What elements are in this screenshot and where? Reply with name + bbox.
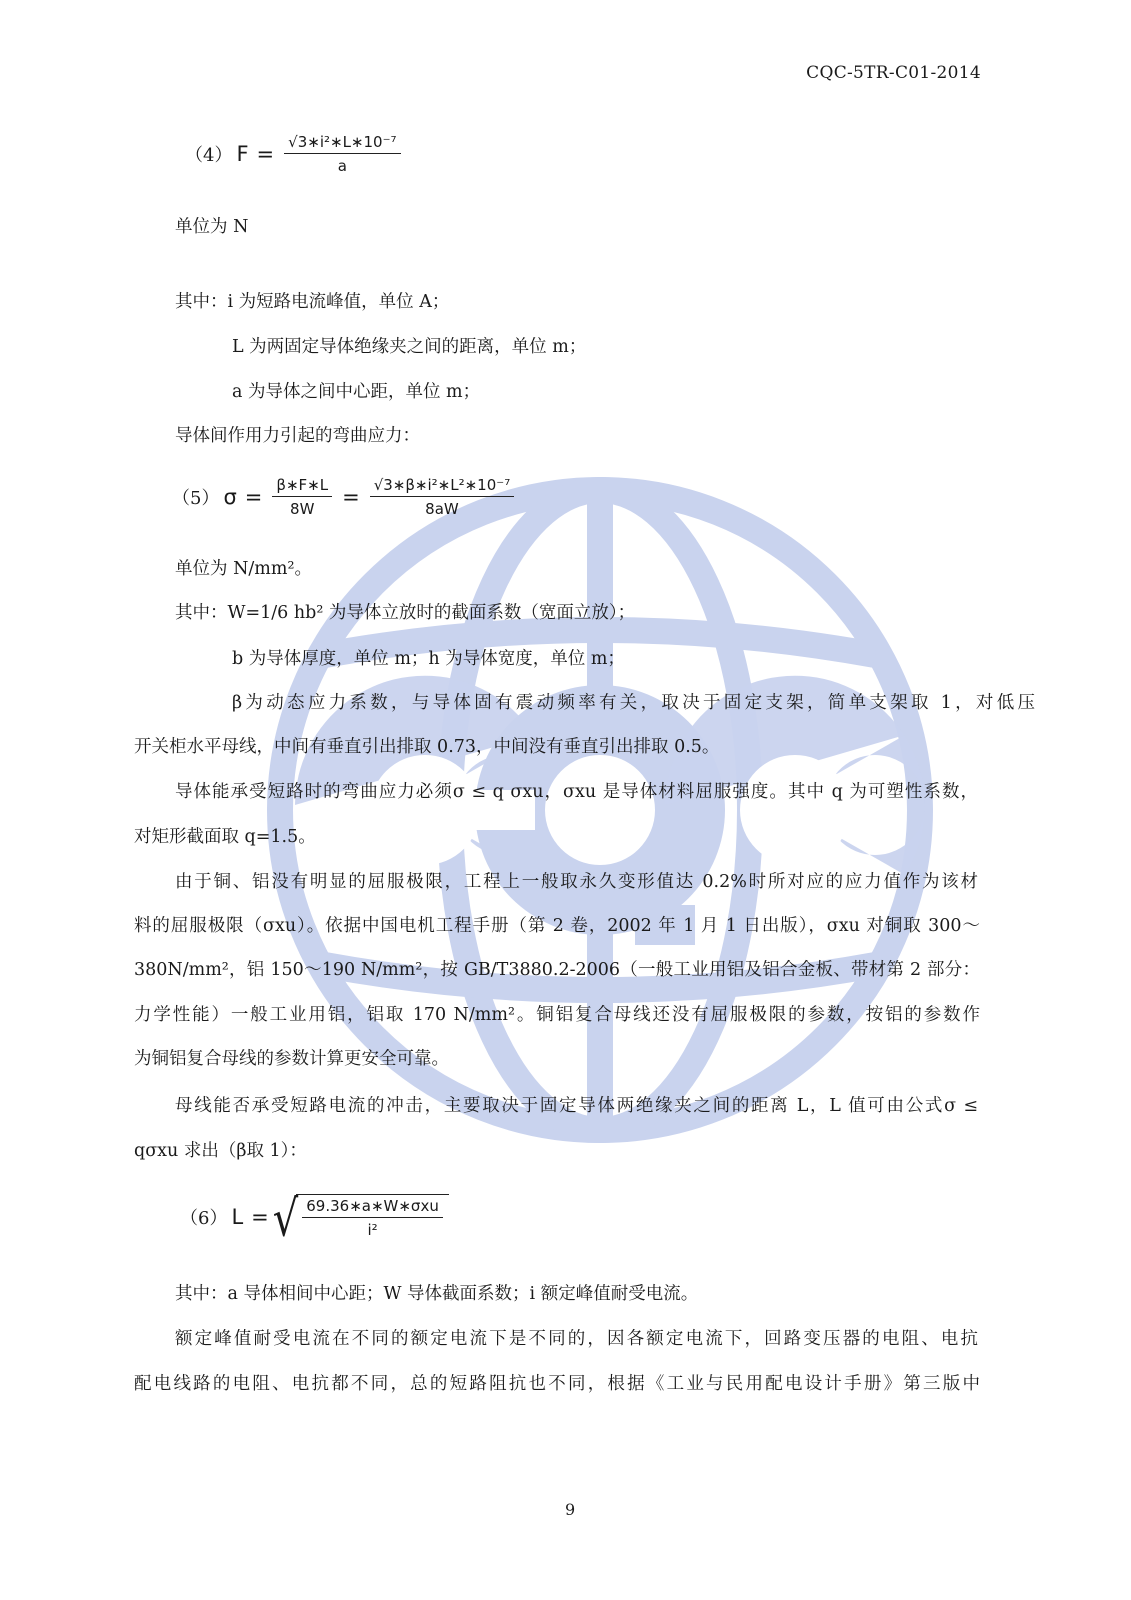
equation-4-numerator: √3∗i²∗L∗10⁻⁷ [284,133,400,154]
unit-newton: 单位为 N [175,217,249,237]
equation-5-label: （5） [172,488,220,509]
equation-6-lhs: L [231,1204,244,1229]
beta-definition-line-2: 开关柜水平母线，中间有垂直引出排取 0.73，中间没有垂直引出排取 0.5。 [134,737,720,757]
equation-5-op1: = [244,485,263,509]
page-number: 9 [565,1500,576,1519]
distance-paragraph-line-2: qσxu 求出（β取 1）： [134,1141,307,1161]
definition-i: 其中：i 为短路电流峰值，单位 A； [175,292,450,312]
equation-4-lhs: F [236,142,249,166]
equation-6-fraction [302,1197,443,1239]
equation-4-label: （4） [185,145,233,166]
yield-paragraph-line-2: 料的屈服极限（σxu）。依据中国电机工程手册（第 2 卷，2002 年 1 月 1 日出版），σxu 对铜取 300～ [134,916,980,936]
condition-line-1: 导体能承受短路时的弯曲应力必须σ ≤ q σxu，σxu 是导体材料屈服强度。其中 q 为可塑性系数， [175,782,978,802]
yield-paragraph-line-1: 由于铜、铝没有明显的屈服极限，工程上一般取永久变形值达 0.2%时所对应的应力值作为该材 [175,872,978,892]
yield-paragraph-line-3: 380N/mm²，铝 150～190 N/mm²，按 GB/T3880.2-2006（一般工业用铝及铝合金板、带材第 2 部分： [134,960,980,980]
definition-w: 其中：W=1/6 hb² 为导体立放时的截面系数（宽面立放）； [175,603,636,623]
definition-a-w-i: 其中：a 导体相间中心距；W 导体截面系数；i 额定峰值耐受电流。 [175,1284,699,1304]
condition-line-2: 对矩形截面取 q=1.5。 [134,827,316,847]
equation-5 [172,476,520,518]
document-code-header: CQC-5TR-C01-2014 [806,63,981,83]
peak-current-paragraph-line-2: 配电线路的电阻、电抗都不同，总的短路阻抗也不同，根据《工业与民用配电设计手册》第三版中 [134,1374,980,1394]
definition-b-h: b 为导体厚度，单位 m；h 为导体宽度，单位 m； [232,649,625,669]
equation-5-fraction-2 [370,476,515,518]
equation-4-fraction [284,133,400,175]
equation-4-op: = [256,142,275,166]
equation-5-denominator-2: 8aW [425,500,459,518]
beta-definition-line-1: β为动态应力系数，与导体固有震动频率有关，取决于固定支架，简单支架取 1，对低压 [232,693,1035,713]
square-root-icon: √ [272,1190,299,1248]
yield-paragraph-line-4: 力学性能）一般工业用铝，铝取 170 N/mm²。铜铝复合母线还没有屈服极限的参数，按铝的参数作 [134,1005,980,1025]
equation-5-lhs: σ [223,485,237,509]
definition-l: L 为两固定导体绝缘夹之间的距离，单位 m； [232,337,587,357]
equation-5-numerator-1: β∗F∗L [272,476,332,497]
yield-paragraph-line-5: 为铜铝复合母线的参数计算更安全可靠。 [134,1049,449,1069]
definition-a: a 为导体之间中心距，单位 m； [232,382,481,402]
unit-n-per-mm2: 单位为 N/mm²。 [175,559,312,579]
equation-6 [180,1190,449,1248]
peak-current-paragraph-line-1: 额定峰值耐受电流在不同的额定电流下是不同的，因各额定电流下，回路变压器的电阻、电抗 [175,1329,978,1349]
equation-5-denominator-1: 8W [290,500,315,518]
equation-5-op2: = [342,485,360,509]
equation-6-denominator: i² [367,1221,378,1239]
equation-6-op: = [251,1204,269,1229]
equation-6-numerator: 69.36∗a∗W∗σxu [302,1197,443,1218]
distance-paragraph-line-1: 母线能否承受短路电流的冲击，主要取决于固定导体两绝缘夹之间的距离 L，L 值可由公式σ ≤ [175,1096,978,1116]
equation-4-denominator: a [337,157,347,175]
equation-4 [185,133,407,175]
equation-6-label: （6） [180,1207,228,1229]
stress-intro: 导体间作用力引起的弯曲应力： [175,426,420,446]
equation-6-square-root [272,1190,449,1248]
equation-5-fraction-1 [272,476,332,518]
equation-5-numerator-2: √3∗β∗i²∗L²∗10⁻⁷ [370,476,515,497]
